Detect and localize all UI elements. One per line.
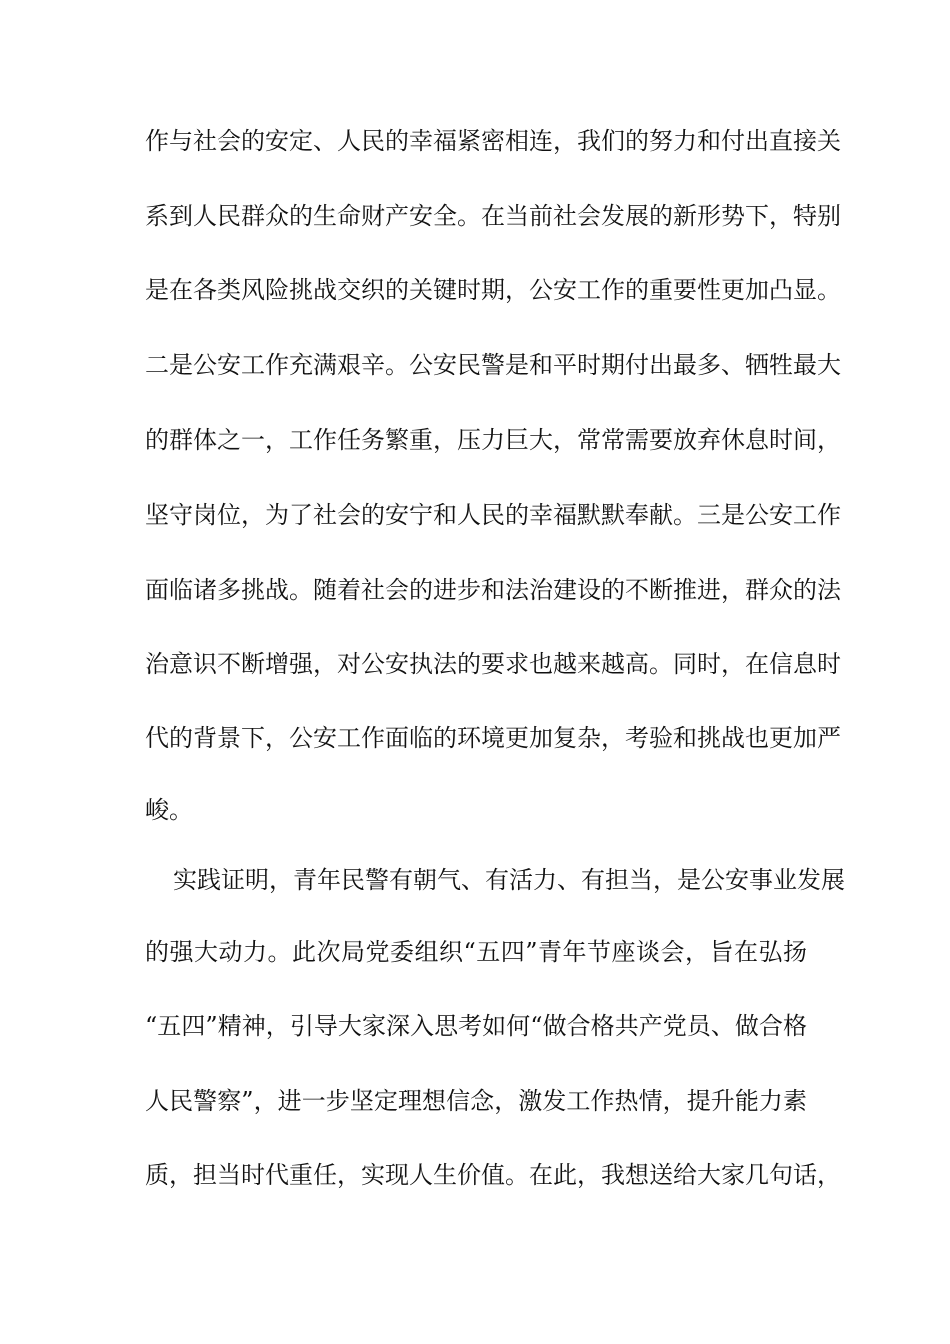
text-line: 的群体之一，工作任务繁重，压力巨大，常常需要放弃休息时间， [145,426,841,454]
text-line: 峻。 [145,796,193,824]
paragraph-start-line: 实践证明，青年民警有朝气、有活力、有担当，是公安事业发展 [173,866,845,894]
text-line: 作与社会的安定、人民的幸福紧密相连，我们的努力和付出直接关 [145,127,841,155]
text-line: 是在各类风险挑战交织的关键时期，公安工作的重要性更加凸显。 [145,276,841,304]
text-line: “五四”精神，引导大家深入思考如何“做合格共产党员、做合格 [145,1012,807,1040]
text-line: 坚守岗位，为了社会的安宁和人民的幸福默默奉献。三是公安工作 [145,501,841,529]
text-line: 面临诸多挑战。随着社会的进步和法治建设的不断推进，群众的法 [145,576,841,604]
text-line: 二是公安工作充满艰辛。公安民警是和平时期付出最多、牺牲最大 [145,351,841,379]
text-line: 的强大动力。此次局党委组织“五四”青年节座谈会，旨在弘扬 [145,938,807,966]
text-line: 人民警察”，进一步坚定理想信念，激发工作热情，提升能力素 [145,1087,807,1115]
text-line: 系到人民群众的生命财产安全。在当前社会发展的新形势下，特别 [145,202,841,230]
text-line: 质，担当时代重任，实现人生价值。在此，我想送给大家几句话， [145,1161,841,1189]
text-line: 治意识不断增强，对公安执法的要求也越来越高。同时，在信息时 [145,650,841,678]
text-line: 代的背景下，公安工作面临的环境更加复杂，考验和挑战也更加严 [145,724,841,752]
